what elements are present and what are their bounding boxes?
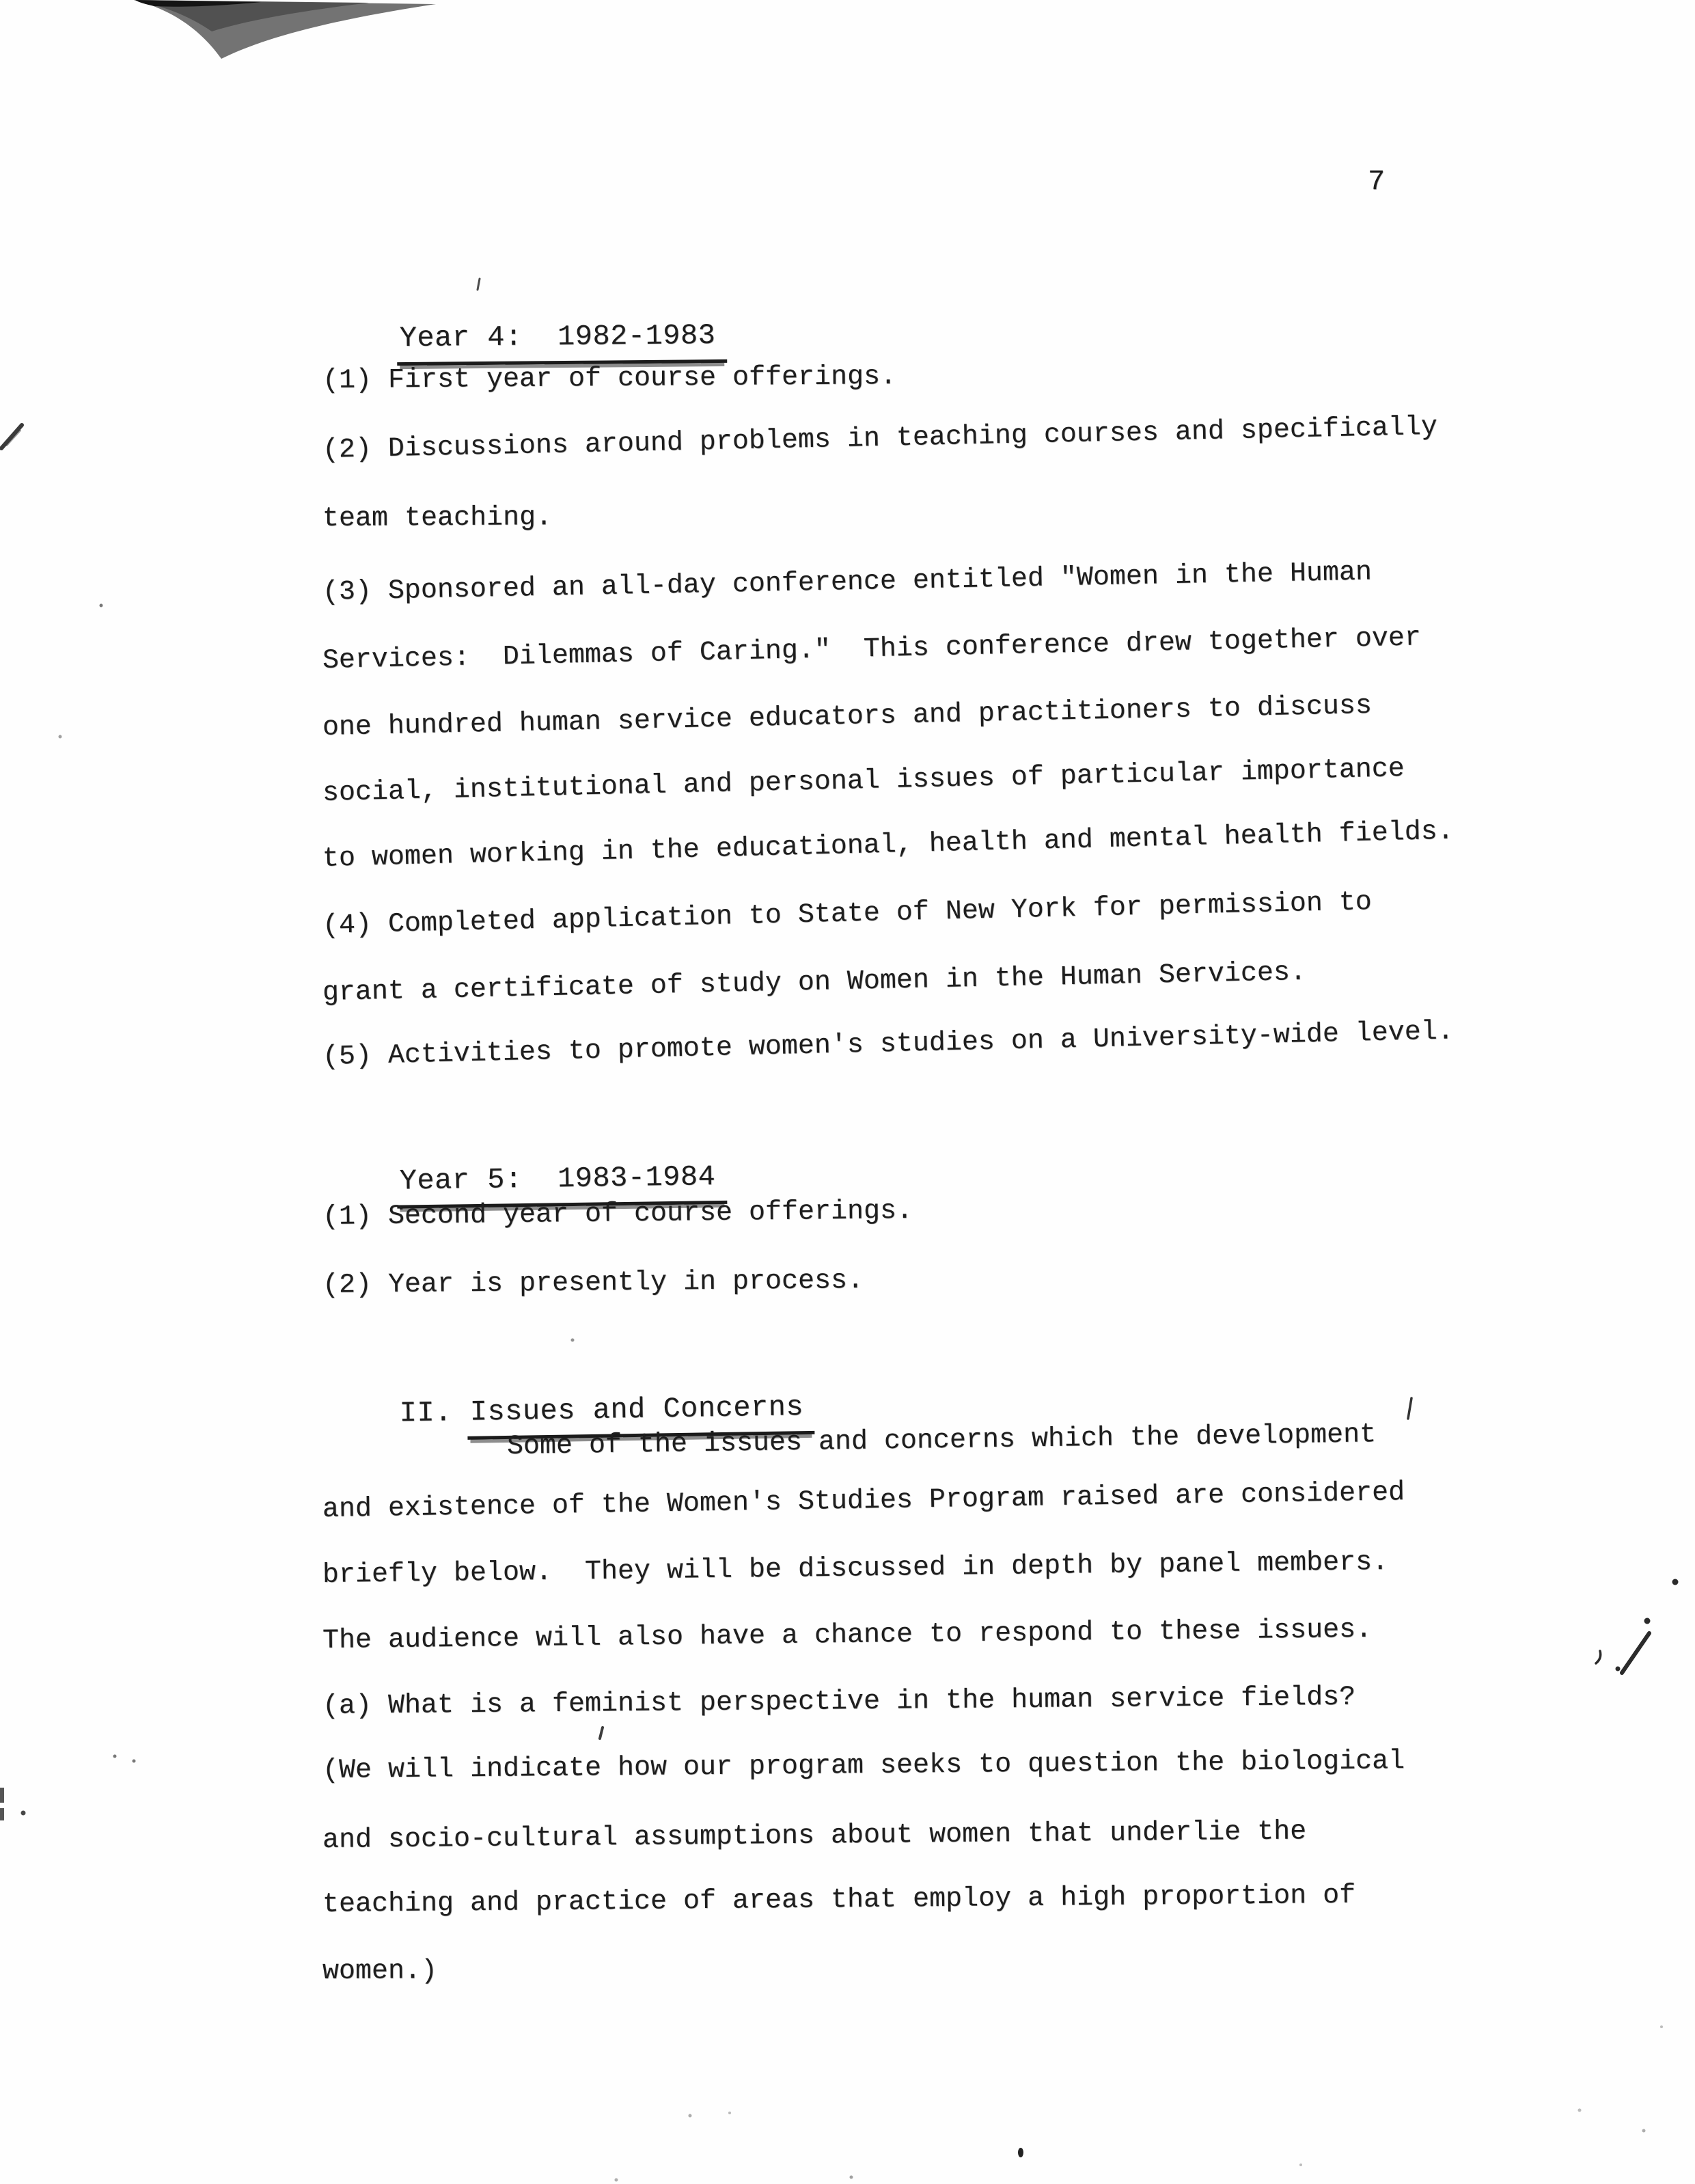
- page-number: 7: [1368, 165, 1386, 198]
- pen-mark-left: [1, 425, 22, 448]
- document-line: teaching and practice of areas that employ a high proportion of: [322, 1880, 1356, 1920]
- document-line: Some of the issues and concerns which the development: [506, 1419, 1377, 1462]
- document-line: (2) Year is presently in process.: [322, 1266, 864, 1301]
- document-line: The audience will also have a chance to respond to these issues.: [322, 1614, 1373, 1656]
- year5-heading-text: Year 5: 1983-1984: [396, 1159, 727, 1209]
- document-line: team teaching.: [322, 502, 553, 534]
- issues-heading-text: Issues and Concerns: [467, 1389, 814, 1440]
- document-line: (5) Activities to promote women's studies on a University-wide level.: [322, 1016, 1455, 1073]
- document-line: (1) First year of course offerings.: [322, 361, 897, 396]
- issues-heading-numeral: II.: [399, 1396, 453, 1430]
- document-line: one hundred human service educators and practitioners to discuss: [322, 690, 1373, 743]
- document-line: (1) Second year of course offerings.: [322, 1195, 913, 1233]
- document-line: grant a certificate of study on Women in the Human Services.: [322, 957, 1307, 1009]
- speck: [600, 1728, 603, 1738]
- document-line: briefly below. They will be discussed in depth by panel members.: [322, 1546, 1389, 1591]
- document-line: and existence of the Women's Studies Program raised are considered: [322, 1477, 1405, 1525]
- document-line: (4) Completed application to State of New York for permission to: [322, 887, 1373, 942]
- year4-heading-text: Year 4: 1982-1983: [397, 318, 727, 366]
- document-line: (a) What is a feminist perspective in the human service fields?: [322, 1682, 1356, 1722]
- document-line: women.): [322, 1956, 438, 1987]
- document-line: social, institutional and personal issues of particular importance: [322, 754, 1405, 809]
- document-line: (3) Sponsored an all-day conference entitled "Women in the Human: [322, 557, 1373, 608]
- document-line: (We will indicate how our program seeks to question the biological: [322, 1746, 1405, 1786]
- pen-mark-right: [1596, 1579, 1679, 1674]
- document-line: (2) Discussions around problems in teaching courses and specifically: [322, 411, 1438, 466]
- scan-blob: [134, 0, 436, 59]
- edge-mark: [0, 1788, 26, 1820]
- document-line: and socio-cultural assumptions about women that underlie the: [322, 1816, 1307, 1856]
- document-line: Services: Dilemmas of Caring." This conference drew together over: [322, 623, 1422, 677]
- tick-mark: [1408, 1398, 1411, 1419]
- document-line: to women working in the educational, health and mental health fields.: [322, 816, 1455, 875]
